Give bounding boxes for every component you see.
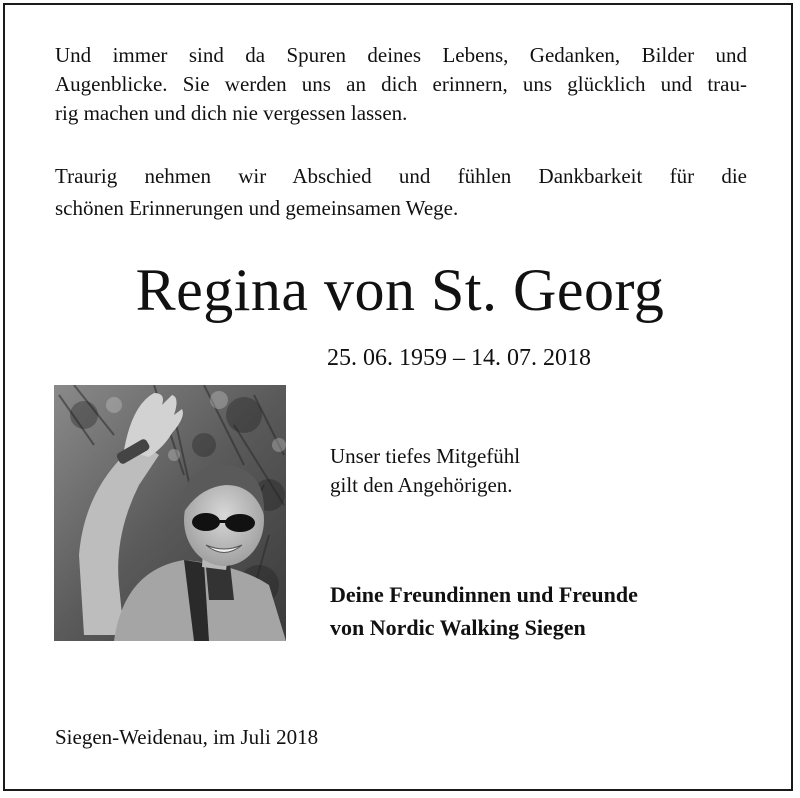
farewell-line: schönen Erinnerungen und gemeinsamen Wege. bbox=[55, 196, 459, 220]
intro-line: rig machen und dich nie vergessen lassen. bbox=[55, 101, 408, 125]
condolence-text bbox=[330, 442, 520, 500]
farewell-line: Traurig nehmen wir Abschied und fühlen Dankbarkeit für die bbox=[55, 164, 747, 188]
portrait-photo-icon bbox=[54, 385, 286, 641]
deceased-name: Regina von St. Georg bbox=[135, 257, 665, 323]
signature-line: von Nordic Walking Siegen bbox=[330, 615, 586, 640]
intro-line: Augenblicke. Sie werden uns an dich erinnern, uns glücklich und trau- bbox=[55, 72, 747, 96]
portrait-photo bbox=[54, 385, 286, 641]
intro-line: Und immer sind da Spuren deines Lebens, Gedanken, Bilder und bbox=[55, 43, 747, 67]
place-and-date: Siegen-Weidenau, im Juli 2018 bbox=[55, 725, 319, 749]
signature-line: Deine Freundinnen und Freunde bbox=[330, 582, 638, 607]
condolence-line: Unser tiefes Mitgefühl bbox=[330, 444, 521, 468]
condolence-line: gilt den Angehörigen. bbox=[330, 473, 513, 497]
farewell-paragraph bbox=[55, 160, 747, 224]
signature-block bbox=[330, 578, 638, 644]
intro-paragraph bbox=[55, 41, 747, 128]
life-dates: 25. 06. 1959 – 14. 07. 2018 bbox=[327, 345, 591, 371]
